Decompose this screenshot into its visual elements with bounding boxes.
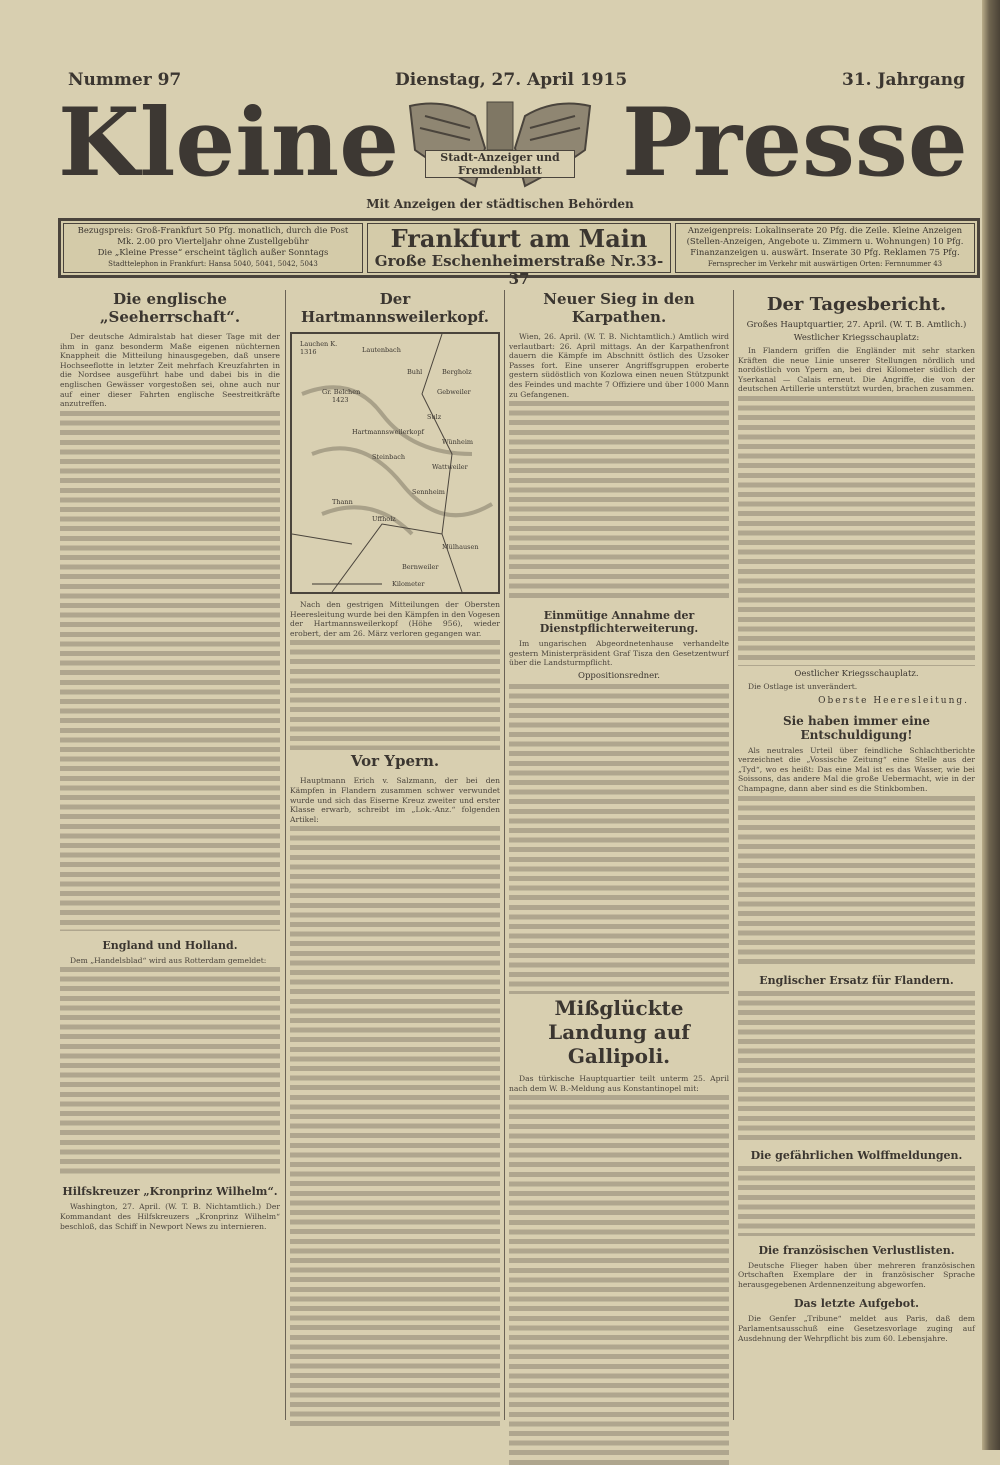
title-left: Kleine — [58, 88, 400, 198]
headline-dienstpflicht: Einmütige Annahme der Dienstpflichterweiterung. — [539, 609, 699, 636]
title-right: Presse — [622, 88, 968, 198]
column-rule — [285, 290, 286, 1420]
book-binding — [982, 0, 1000, 1450]
svg-text:Sennheim: Sennheim — [412, 488, 445, 496]
svg-text:Gr. Belchen: Gr. Belchen — [322, 388, 361, 396]
volume: 31. Jahrgang — [842, 70, 966, 90]
publisher-address: Frankfurt am Main Große Eschenheimerstraße Nr.33-37 — [367, 223, 671, 273]
headline-hartmannsweilerkopf: Der Hartmannsweilerkopf. — [301, 290, 489, 326]
column-rule — [504, 290, 505, 1420]
headline-seeherrschaft: Die englische „Seeherrschaft“. — [99, 290, 241, 326]
column-2: Der Hartmannsweilerkopf. Lauchen K. 1316 Lautenbach Buhl Bergholz Gr. Belchen 1423 Gebweiler Sulz Wünheim Hartmannsweilerkopf Wattweiler Sennheim Steinbach Thann Uffholz Mülhausen Bernweiler Kilometer Nach den gestrigen Mitteilungen der Obersten Heeresleitung wurde bei den Kämpfen in den Vogesen der Hartmannsweilerkopf (Höhe 956), wieder erobert, der am 26. März verloren gegangen war. Vor Ypern. Hauptmann Erich v. Salzmann, der bei den Kämpfen in Flandern zusammen schwer verwundet wurde und sich das Eiserne Kreuz zweiter und erster Klasse erwarb, schreibt im „Lok.-Anz.“ folgenden Artikel: — [290, 288, 500, 1430]
column-rule — [733, 290, 734, 1420]
subtitle-behoerden: Mit Anzeigen der städtischen Behörden — [366, 197, 634, 211]
headline-wolffmeldungen: Die gefährlichen Wolffmeldungen. — [750, 1148, 963, 1162]
subtitle-stadt-anzeiger: Stadt-Anzeiger und Fremdenblatt — [425, 150, 575, 178]
svg-text:Thann: Thann — [332, 498, 353, 506]
svg-text:1423: 1423 — [332, 396, 349, 404]
headline-letzte-aufgebot: Das letzte Aufgebot. — [794, 1297, 919, 1311]
text-block — [738, 396, 975, 666]
map-hartmannsweilerkopf — [290, 332, 500, 594]
headline-karpathen: Neuer Sieg in den Karpathen. — [543, 290, 695, 326]
text-block — [60, 411, 280, 931]
svg-text:Sulz: Sulz — [427, 413, 442, 421]
text-block — [509, 684, 729, 994]
text-block — [738, 796, 975, 966]
svg-text:Kilometer: Kilometer — [392, 580, 425, 588]
headline-gallipoli: Mißglückte Landung auf Gallipoli. — [548, 995, 690, 1068]
svg-text:1316: 1316 — [300, 348, 317, 356]
ad-prices: Anzeigenpreis: Lokalinserate 20 Pfg. die Zeile. Kleine Anzeigen (Stellen-Anzeigen, Angebote u. Zimmern u. Wohnungen) 10 Pfg. Finanzanzeigen u. auswärt. Inserate 30 Pfg. Reklamen 75 Pfg. Fernsprecher im Verkehr mit auswärtigen Orten: Fernnummer 43 — [675, 223, 975, 273]
text-block — [509, 1095, 729, 1465]
article-text: Der deutsche Admiralstab hat dieser Tage mit der ihm in ganz besonderm Maße eigenen nüchternen Knappheit die Mitteilung hinausgegeben, daß unsere Hochseeflotte in letzter Zeit mehrfach Kreuzfahrten in die Nordsee ausgeführt habe und dabei bis in die englischen Gewässer vorgestoßen sei, ohne auch nur auf einer dieser Fahrten englische Seestreitkräfte anzutreffen. — [60, 332, 280, 409]
headline-kronprinz-wilhelm: Hilfskreuzer „Kronprinz Wilhelm“. — [62, 1185, 278, 1199]
text-block — [738, 1166, 975, 1236]
svg-text:Buhl: Buhl — [407, 368, 423, 376]
column-1: Die englische „Seeherrschaft“. Der deutsche Admiralstab hat dieser Tage mit der ihm in ganz besonderm Maße eigenen nüchternen Knappheit die Mitteilung hinausgegeben, daß unsere Hochseeflotte in letzter Zeit mehrfach Kreuzfahrten in die Nordsee ausgeführt habe und dabei bis in die englischen Gewässer vorgestoßen sei, ohne auch nur auf einer dieser Fahrten englische Seestreitkräfte anzutreffen. England und Holland. Dem „Handelsblad“ wird aus Rotterdam gemeldet: Hilfskreuzer „Kronprinz Wilhelm“. Washington, 27. April. (W. T. B. Nichtamtlich.) Der Kommandant des Hilfskreuzers „Kronprinz Wilhelm“ beschloß, das Schiff in Newport News zu internieren. — [60, 290, 280, 1231]
svg-text:Lautenbach: Lautenbach — [362, 346, 401, 354]
signature: Oberste Heeresleitung. — [818, 695, 969, 706]
headline-vor-ypern: Vor Ypern. — [350, 752, 440, 771]
text-block — [738, 991, 975, 1141]
headline-england-holland: England und Holland. — [102, 938, 238, 952]
info-bar — [58, 218, 980, 288]
column-3: Neuer Sieg in den Karpathen. Wien, 26. April. (W. T. B. Nichtamtlich.) Amtlich wird verlautbart: 26. April mittags. An der Karpathenfront dauern die Kämpfe im Abschnitt östlich des Uzsoker Passes fort. Eine unserer Angriffsgruppen eroberte gestern südöstlich von Kozlowa einen neuen Stützpunkt des Feindes und machte 7 Offiziere und über 1000 Mann zu Gefangenen. Einmütige Annahme der Dienstpflichterweiterung. Im ungarischen Abgeordnetenhause verhandelte gestern Ministerpräsident Graf Tisza den Gesetzentwurf über die Landsturmpflicht. Oppositionsredner. Mißglückte Landung auf Gallipoli. Das türkische Hauptquartier teilt unterm 25. April nach dem W. B.-Meldung aus Konstantinopel mit: — [509, 288, 729, 1430]
svg-text:Steinbach: Steinbach — [372, 453, 406, 461]
headline-entschuldigung: Sie haben immer eine Entschuldigung! — [782, 713, 931, 742]
svg-text:Mülhausen: Mülhausen — [442, 543, 479, 551]
column-4: Der Tagesbericht. Großes Hauptquartier, 27. April. (W. T. B. Amtlich.) Westlicher Kriegsschauplatz: In Flandern griffen die Engländer mit sehr starken Kräften die neue Linie unserer Stellungen nördlich und nordöstlich von Ypern an, bei drei Kilometer südlich der Yserkanal — Calais erneut. Die Angriffe, die von der deutschen Artillerie unterstützt wurden, brachen zusammen. Oestlicher Kriegsschauplatz. Die Ostlage ist unverändert. Oberste Heeresleitung. Sie haben immer eine Entschuldigung! Als neutrales Urteil über feindliche Schlachtberichte verzeichnet die „Vossische Zeitung“ eine Stelle aus der „Tyd“, wo es heißt: Das eine Mal ist es das Wasser, wie bei Soissons, das andere Mal die große Uebermacht, wie in der Champagne, dann aber sind es die Stinkbomben. Englischer Ersatz für Flandern. Die gefährlichen Wolffmeldungen. Die französischen Verlustlisten. Deutsche Flieger haben über mehreren französischen Ortschaften Exemplare der in französischer Sprache herausgegebenen Ardennenzeitung abgeworfen. Das letzte Aufgebot. Die Genfer „Tribune“ meldet aus Paris, daß dem Parlamentsausschuß eine Gesetzesvorlage zuging auf Ausdehnung der Wehrpflicht bis zum 60. Lebensjahre. — [738, 294, 975, 1343]
headline-verlustlisten: Die französischen Verlustlisten. — [758, 1243, 955, 1257]
subscription-info: Bezugspreis: Groß-Frankfurt 50 Pfg. monatlich, durch die Post Mk. 2.00 pro Vierteljahr ohne Zustellgebühr Die „Kleine Presse“ erscheint täglich außer Sonntags Stadttelephon in Frankfurt: Hansa 5040, 5041, 5042, 5043 — [63, 223, 363, 273]
issue-date: Dienstag, 27. April 1915 — [395, 70, 628, 90]
text-block — [60, 967, 280, 1177]
svg-text:Hartmannsweilerkopf: Hartmannsweilerkopf — [352, 428, 424, 436]
svg-text:Wattweiler: Wattweiler — [432, 463, 468, 471]
svg-text:Gebweiler: Gebweiler — [437, 388, 471, 396]
text-block — [509, 401, 729, 601]
text-block — [290, 826, 500, 1426]
svg-text:Wünheim: Wünheim — [442, 438, 474, 446]
svg-text:Bergholz: Bergholz — [442, 368, 472, 376]
svg-text:Uffholz: Uffholz — [372, 515, 396, 523]
issue-number: Nummer 97 — [68, 70, 182, 90]
text-block — [290, 640, 500, 750]
headline-ersatz-flandern: Englischer Ersatz für Flandern. — [759, 973, 954, 987]
svg-text:Lauchen K.: Lauchen K. — [300, 340, 338, 348]
headline-tagesbericht: Der Tagesbericht. — [766, 294, 947, 315]
svg-text:Bernweiler: Bernweiler — [402, 563, 439, 571]
